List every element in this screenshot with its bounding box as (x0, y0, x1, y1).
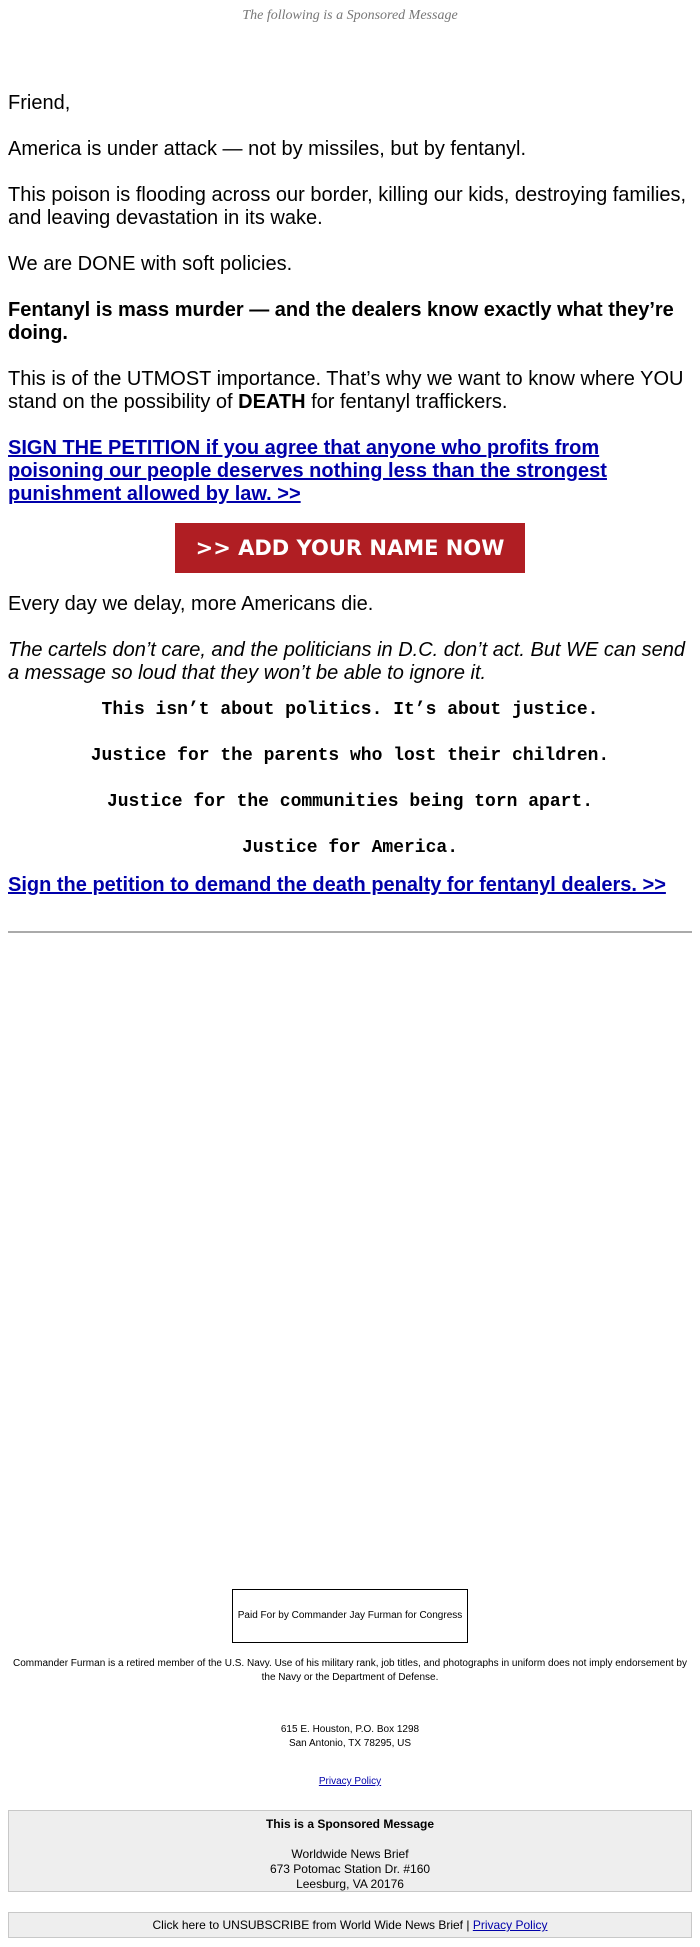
unsubscribe-bar (8, 1912, 692, 1938)
add-your-name-button[interactable]: >> ADD YOUR NAME NOW (175, 523, 525, 573)
paragraph-delay: Every day we delay, more Americans die. (8, 593, 374, 615)
petition-link-strongest-punishment[interactable]: SIGN THE PETITION if you agree that anyone who profits from poisoning our people deserves nothing less than the strongest punishment allowed by law. >> (8, 437, 607, 505)
address-line: 615 E. Houston, P.O. Box 1298 (280, 1724, 420, 1735)
justice-line: Justice for America. (241, 838, 459, 858)
justice-statements (8, 699, 692, 860)
justice-line: This isn’t about politics. It’s about justice. (101, 700, 599, 720)
greeting: Friend, (8, 92, 71, 114)
sponsored-notice: The following is a Sponsored Message (242, 8, 458, 23)
separator: | (463, 1918, 473, 1932)
sponsor-box-title: This is a Sponsored Message (265, 1817, 435, 1831)
paragraph-attack: America is under attack — not by missiles, but by fentanyl. (8, 138, 526, 160)
unsubscribe-link[interactable]: Click here to UNSUBSCRIBE from World Wide News Brief (152, 1918, 464, 1932)
paragraph-utmost (8, 368, 692, 414)
horizontal-divider (8, 931, 692, 933)
sponsor-org: Worldwide News Brief (291, 1847, 409, 1861)
utmost-text-after: for fentanyl traffickers. (305, 391, 508, 413)
justice-line: Justice for the communities being torn apart. (106, 792, 594, 812)
sponsor-street: 673 Potomac Station Dr. #160 (269, 1862, 431, 1876)
justice-line: Justice for the parents who lost their children. (90, 746, 610, 766)
campaign-address (0, 1723, 700, 1751)
cta-wrapper (8, 523, 692, 573)
privacy-policy-row (0, 1776, 700, 1787)
sponsor-info-box (8, 1810, 692, 1892)
unsubscribe-privacy-link[interactable]: Privacy Policy (472, 1918, 548, 1932)
address-line: San Antonio, TX 78295, US (288, 1738, 412, 1749)
paragraph-mass-murder: Fentanyl is mass murder — and the dealers know exactly what they’re doing. (8, 299, 674, 344)
sponsor-city: Leesburg, VA 20176 (296, 1877, 404, 1891)
petition-link-death-penalty[interactable]: Sign the petition to demand the death penalty for fentanyl dealers. >> (8, 874, 666, 896)
privacy-policy-link[interactable]: Privacy Policy (318, 1776, 382, 1787)
paid-for-box: Paid For by Commander Jay Furman for Congress (232, 1589, 468, 1643)
paragraph-poison: This poison is flooding across our border, killing our kids, destroying families, and leaving devastation in its wake. (8, 184, 687, 229)
paragraph-cartels: The cartels don’t care, and the politicians in D.C. don’t act. But WE can send a message so loud that they won’t be able to ignore it. (8, 639, 686, 684)
military-disclaimer: Commander Furman is a retired member of the U.S. Navy. Use of his military rank, job titles, and photographs in uniform does not imply endorsement by the Navy or the Department of Defense. (13, 1658, 687, 1683)
email-body (8, 92, 692, 897)
paragraph-done: We are DONE with soft policies. (8, 253, 293, 275)
utmost-text-before: This is of the UTMOST importance. That’s why we want to know where YOU stand on the possibility of (8, 368, 684, 413)
death-emphasis: DEATH (238, 391, 306, 413)
